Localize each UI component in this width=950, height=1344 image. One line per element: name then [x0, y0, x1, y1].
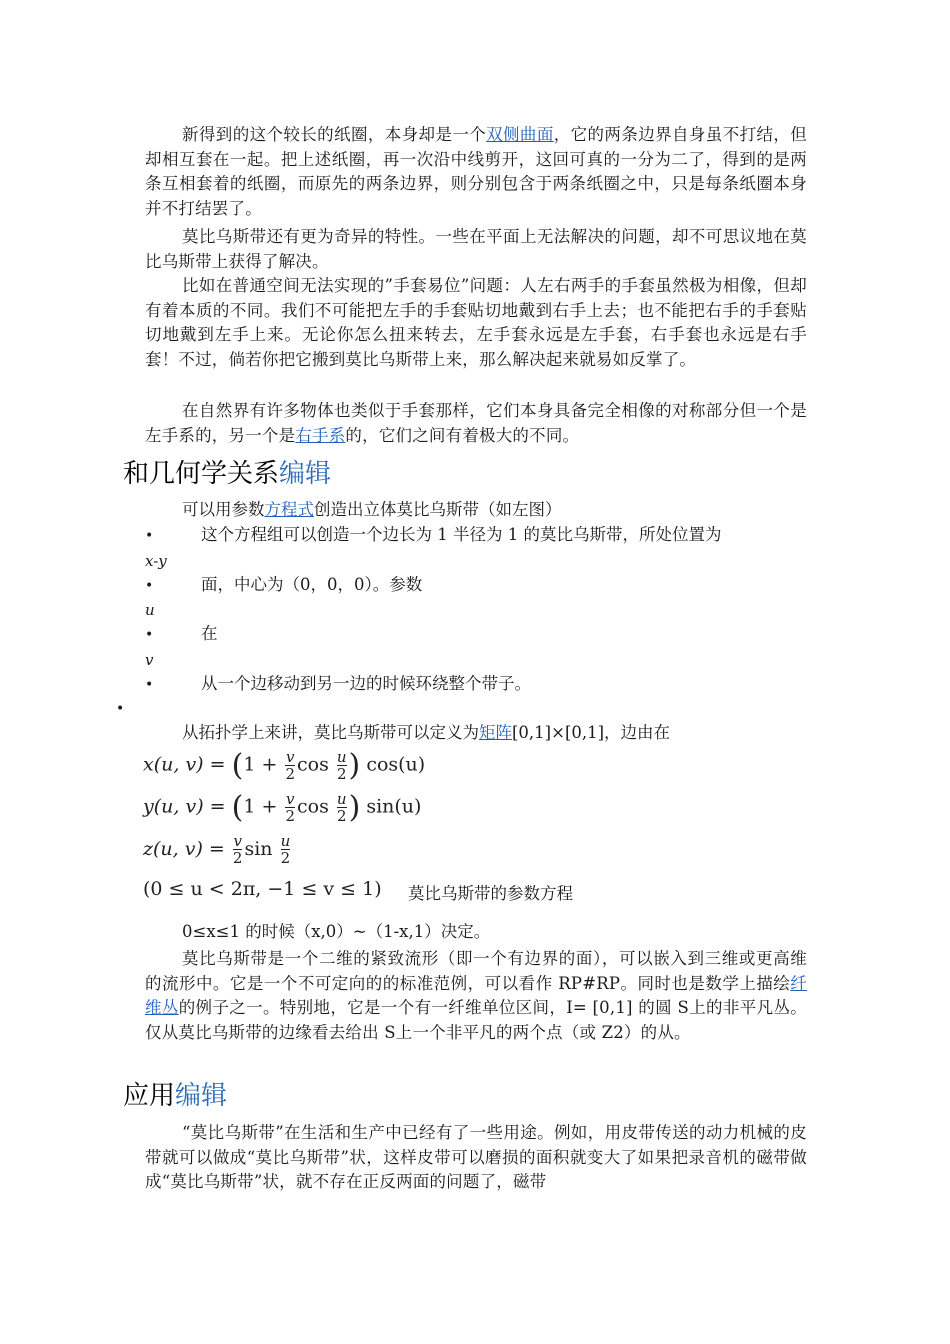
paragraph-text: 的，它们之间有着极大的不同。 [345, 425, 580, 445]
denominator: 2 [336, 806, 347, 825]
equation-term: sin(u) [366, 795, 422, 818]
equation-y [143, 790, 421, 825]
denominator: 2 [280, 849, 291, 867]
paragraph-manifold [145, 947, 807, 1045]
equation-domain: (0 ≤ u < 2π, −1 ≤ v ≤ 1) [143, 878, 382, 900]
intro-text: 创造出立体莫比乌斯带（如左图） [314, 500, 562, 519]
equation-term: cos [297, 795, 329, 818]
equation-lhs: x(u, v) = [143, 753, 226, 776]
equation-x [143, 748, 425, 783]
equation-lhs: z(u, v) = [143, 838, 225, 860]
numerator: v [233, 832, 242, 850]
fraction [336, 747, 347, 783]
bullet-text-2: 面，中心为（0，0，0）。参数 [201, 575, 423, 594]
fraction [233, 834, 243, 866]
bullet-marker: • [145, 528, 154, 544]
equation-term: cos(u) [366, 753, 426, 776]
link-equation[interactable]: 方程式 [264, 500, 314, 519]
equation-lhs: y(u, v) = [143, 795, 226, 818]
paragraph-text: 在自然界有许多物体也类似于手套那样，它们本身具备完全相像的对称部分但一个是左手系的，另一个是 [145, 401, 807, 445]
denominator: 2 [336, 764, 347, 783]
numerator: v [285, 789, 295, 808]
edit-link[interactable]: 编辑 [175, 1081, 228, 1111]
numerator: u [336, 747, 347, 766]
paragraph-glove: 比如在普通空间无法实现的”手套易位”问题：人左右两手的手套虽然极为相像，但却有着本质的不同。我们不可能把左手的手套贴切地戴到右手上去；也不能把右手的手套贴切地戴到左手上来。无论你怎么扭来转去，左手套永远是左手套，右手套也永远是右手套！不过，倘若你把它搬到莫比乌斯带上来，那么解决起来就易如反掌了。 [145, 276, 807, 369]
equation-term: sin [244, 838, 273, 860]
paragraph-text: 的例子之一。特别地，它是一个有一纤维单位区间，I= [0,1] 的圆 S上的非平凡丛。仅从莫比乌斯带的边缘看去给出 S上一个非平凡的两个点（或 Z2）的从。 [145, 998, 807, 1042]
fraction [285, 789, 295, 825]
variable-v: v [145, 651, 154, 669]
link-fiber-bundle[interactable]: 纤维丛 [145, 973, 807, 1017]
numerator: v [285, 747, 295, 766]
bullet-text-1: 这个方程组可以创造一个边长为 1 半径为 1 的莫比乌斯带，所处位置为 [201, 525, 722, 544]
heading-text: 和几何学关系 [123, 459, 280, 489]
fraction [281, 834, 291, 866]
bullet-marker: • [145, 627, 154, 643]
numerator: u [280, 832, 291, 850]
bullet-marker: • [145, 578, 154, 594]
bullet-text-4: 从一个边移动到另一边的时候环绕整个带子。 [201, 674, 531, 693]
equation-term: 1 + [243, 753, 278, 776]
equation-term: 1 + [243, 795, 278, 818]
topology-text: 从拓扑学上来讲，莫比乌斯带可以定义为 [182, 723, 479, 742]
paragraph-special-property: 莫比乌斯带还有更为奇异的特性。一些在平面上无法解决的问题，却不可思议地在莫比乌斯带上获得了解决。 [145, 227, 807, 271]
bullet-marker: • [145, 677, 154, 693]
paragraph-text: 莫比乌斯带是一个二维的紧致流形（即一个有边界的面），可以嵌入到三维或更高维的流形中。它是一个不可定向的的标准范例，可以看作 RP#RP。同时也是数学上描绘 [145, 949, 807, 993]
equation-caption: 莫比乌斯带的参数方程 [408, 884, 573, 903]
condition-line: 0≤x≤1 的时候（x,0）~（1-x,1）决定。 [182, 922, 491, 941]
paragraph-text: ，它的两条边界自身虽不打结，但却相互套在一起。把上述纸圈，再一次沿中线剪开，这回可真的一分为二了，得到的是两条互相套着的纸圈，而原先的两条边界，则分别包含于两条纸圈之中，只是每条纸圈本身并不打结罢了。 [145, 125, 807, 218]
topology-line [182, 721, 670, 745]
paren-close: ) [348, 748, 361, 783]
intro-text: 可以用参数 [182, 500, 265, 519]
section-heading-applications [123, 1079, 227, 1113]
variable-x-y: x-y [145, 552, 167, 570]
denominator: 2 [232, 849, 243, 867]
paren-open: ( [231, 790, 244, 825]
equation-term: cos [296, 753, 329, 776]
edit-link[interactable]: 编辑 [279, 459, 332, 489]
paren-close: ) [348, 790, 361, 825]
fraction [336, 789, 347, 825]
variable-u: u [145, 601, 155, 619]
equation-z [143, 834, 292, 866]
paragraph-text: 新得到的这个较长的纸圈，本身却是一个 [182, 125, 487, 144]
link-right-handed-system[interactable]: 右手系 [295, 425, 346, 445]
section-heading-geometry [123, 457, 331, 491]
numerator: u [336, 789, 347, 808]
paren-open: ( [231, 748, 244, 783]
bullet-marker: • [116, 701, 125, 717]
topology-text: [0,1]×[0,1]，边由在 [512, 723, 671, 742]
fraction [285, 747, 295, 783]
denominator: 2 [285, 806, 295, 825]
equation-intro [182, 498, 562, 522]
denominator: 2 [285, 764, 295, 783]
paragraph-applications: “莫比乌斯带”在生活和生产中已经有了一些用途。例如，用皮带传送的动力机械的皮带就可以做成“莫比乌斯带”状，这样皮带可以磨损的面积就变大了如果把录音机的磁带做成“莫比乌斯带”状，就不存在正反两面的问题了，磁带 [145, 1123, 807, 1191]
heading-text: 应用 [123, 1081, 176, 1111]
paragraph-nature [145, 399, 807, 448]
paragraph-double-sided [145, 123, 807, 221]
link-double-sided-surface[interactable]: 双侧曲面 [486, 125, 554, 144]
link-matrix[interactable]: 矩阵 [479, 723, 512, 742]
bullet-text-3: 在 [201, 624, 218, 643]
